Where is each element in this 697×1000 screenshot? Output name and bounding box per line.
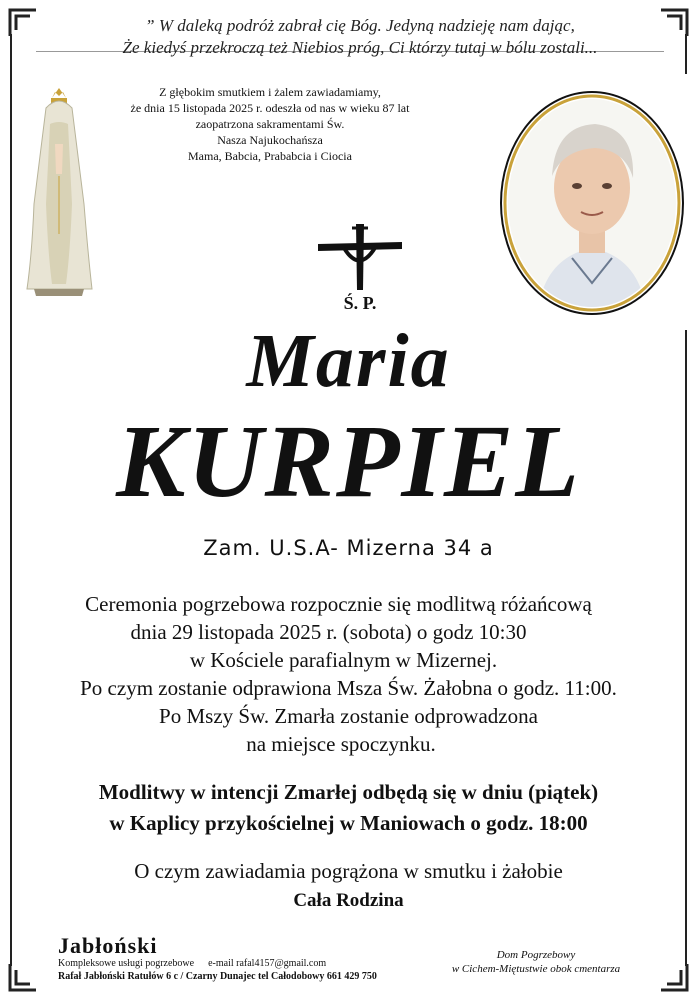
intro-line-4: Nasza Najukochańsza [217,133,323,147]
announcement-intro [110,84,430,164]
funeral-home-brand: Jabłoński [58,933,158,958]
frame-corner-bottom-left [8,962,38,992]
ceremony-line-4: Po czym zostanie odprawiona Msza Św. Żałobna o godz. 11:00. [80,676,617,700]
madonna-statue-image [22,84,97,299]
sp-label: Ś. P. [343,293,377,313]
funeral-home-place: w Cichem-Miętustwie obok cmentarza [451,963,621,975]
ceremony-line-6: na miejsce spoczynku. [246,732,436,756]
last-name: KURPIEL [116,404,581,519]
intro-line-3: zaopatrzona sakramentami Św. [195,117,345,131]
frame-line-right-top [685,34,687,74]
intro-line-2: że dnia 15 listopada 2025 r. odeszła od nas w wieku 87 lat [130,101,410,115]
funeral-home-address: Rafał Jabłoński Ratułów 6 c / Czarny Dunajec tel Całodobowy 661 429 750 [58,971,377,982]
deceased-portrait-photo [497,88,687,318]
quote-line-2: Że kiedyś przekroczą też Niebios próg, Ci którzy tutaj w bólu zostali... [122,38,598,57]
quote-line-1: ” W daleką podróż zabrał cię Bóg. Jedyną nadzieję nam dając, [145,16,575,35]
ceremony-details [0,590,697,758]
residence-address: Zam. U.S.A- Mizerna 34 a [203,536,494,560]
cross-block [310,222,410,314]
ceremony-line-2: dnia 29 listopada 2025 r. (sobota) o godz 10:30 [130,620,527,644]
funeral-home-location [430,948,642,976]
cross-icon [310,222,410,297]
opening-quote [60,16,660,58]
ceremony-line-5: Po Mszy Św. Zmarła zostanie odprowadzona [159,704,538,728]
prayer-line-2: w Kaplicy przykościelnej w Maniowach o godz. 18:00 [109,811,588,835]
intro-line-1: Z głębokim smutkiem i żalem zawiadamiamy, [159,85,381,99]
funeral-home-email: e-mail rafal4157@gmail.com [208,958,327,969]
ceremony-line-3: w Kościele parafialnym w Mizernej. [189,648,498,672]
family-signature: Cała Rodzina [293,890,404,911]
frame-corner-bottom-right [659,962,689,992]
funeral-home-title: Dom Pogrzebowy [496,949,576,961]
first-name: Maria [246,319,451,403]
closing-notice [0,856,697,916]
frame-corner-top-left [8,8,38,38]
closing-text: O czym zawiadamia pogrążona w smutku i żałobie [134,859,563,883]
funeral-home-info [58,935,418,983]
prayer-details [0,777,697,839]
prayer-line-1: Modlitwy w intencji Zmarłej odbędą się w dniu (piątek) [98,780,599,804]
intro-line-5: Mama, Babcia, Prababcia i Ciocia [188,149,352,163]
ceremony-line-1: Ceremonia pogrzebowa rozpocznie się modlitwą różańcową [85,592,592,616]
funeral-home-services: Kompleksowe usługi pogrzebowe [58,958,195,969]
